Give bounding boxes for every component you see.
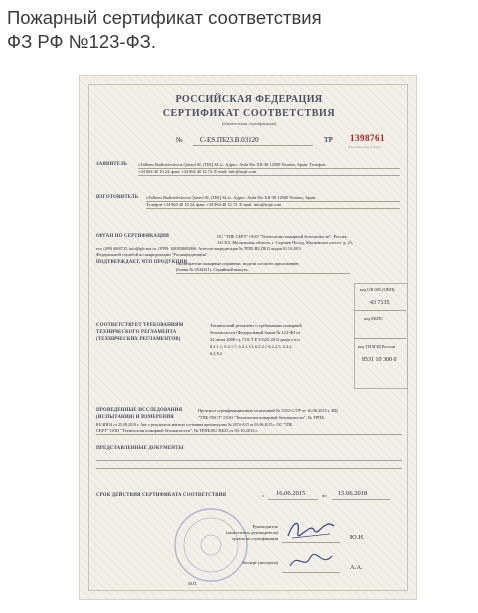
compliance-text-2: безопасности (Федеральный Закон № 123-ФЗ от [210,330,301,335]
product-text-2: (бланк № 0534411). Серийный выпуск. [176,267,249,272]
head-name: Ю.Н. [350,534,365,541]
caption-line-2: ФЗ РФ №123-ФЗ. [7,31,156,52]
head-signature-icon [284,516,338,542]
validity-from-prefix: с [262,493,264,498]
compliance-text-5: 6.2.9.2 [210,351,223,356]
head-label-3: органа по сертификации [232,536,278,541]
serial-hint: (учетный номер бланка) [348,145,381,149]
compliance-label-3: (ТЕХНИЧЕСКИХ РЕГЛАМЕНТОВ) [96,337,181,342]
applicant-label: ЗАЯВИТЕЛЬ [96,162,128,167]
body-text-3: тел. (499) 4000725, info@tpb-sert.ru. ОГРН: 1085038002906. Аттестат аккредитации № ТРПБ.RU.ПБ23 выдан 03.10.2013 [96,246,301,251]
product-text-1: Оповещатели пожарные охранные, модели согласно приложению [176,261,299,266]
codes-box [354,283,408,389]
tests-text-3: RU.ИН14 от 25.08.2010 г. Акт о результатах анализа состояния производства № 2074-А/Л от 03.06.2015 г. ОС "ТПБ [96,422,293,427]
validity-to: 15.06.2018 [338,490,368,497]
okp-value: 43 7135 [370,300,390,306]
validity-from: 16.06.2015 [276,490,306,497]
tests-text-1: Протокол сертификационных испытаний № 3352-С/ТР от 16.06.2015 г. ИЦ [198,408,338,413]
compliance-text-4: 6.2.1.1, 6.2.1.7, 6.2.1.13, 6.2.2.1-6.2.2.5, 6.2.2. [210,344,293,349]
expert-label: Эксперт (эксперты) [241,560,278,565]
head-label-2: (заместитель руководителя) [225,530,278,535]
caption-line-1: Пожарный сертификат соответствия [7,7,322,28]
serial-number: 1398761 [350,133,385,143]
product-label: ПОДТВЕРЖДАЕТ, ЧТО ПРОДУКЦИЯ [96,260,188,265]
tests-label-2: (ИСПЫТАНИЯ) И ИЗМЕРЕНИЯ [96,415,174,420]
tnved-value: 8531 10 300 0 [362,357,397,363]
expert-signature-icon [286,550,336,572]
manufacturer-label: ИЗГОТОВИТЕЛЬ [96,195,139,200]
expert-name: А.А. [350,564,363,571]
certificate-title: СЕРТИФИКАТ СООТВЕТСТВИЯ [162,108,336,119]
compliance-label-2: ТЕХНИЧЕСКОГО РЕГЛАМЕНТА [96,330,177,335]
ekps-label: код ЕКПС [364,316,384,321]
number-prefix: № [176,136,183,144]
stamp-caption: М.П. [188,581,198,586]
applicant-text-2: +34 964 40 10 24, факс +34 964 40 12 72. E-mail: info@trqsl.com [138,169,257,174]
tests-text-4: СЕРТ" ООО "Технологии пожарной безопасности", № ТРПБ.RU.ПБ23 от 03.10.2013 г. [96,428,258,433]
validity-to-prefix: по [322,493,327,498]
manufacturer-text-2: Телефон +34 964 40 10 24, факс +34 964 40 12 72. E-mail: info@trqsl.com [146,202,282,207]
documents-label: ПРЕДСТАВЛЕННЫЕ ДОКУМЕНТЫ [96,446,184,451]
compliance-text-3: 22 июля 2008 г.), ГОСТ Р 53325-2012 раздел п.п. [210,337,301,342]
validity-label: СРОК ДЕЙСТВИЯ СЕРТИФИКАТА СООТВЕТСТВИЯ [96,493,227,498]
manufacturer-text-1: «Talleres Radioelectricos Querol SL (TRQ SL)». Адрес: Avda Pio XII-38 12500 Vinaros, Spain. [146,195,317,200]
certificate-image [79,75,417,600]
tests-label-1: ПРОВЕДЕННЫЕ ИССЛЕДОВАНИЯ [96,408,183,413]
body-text-1: ОС "ТПБ СЕРТ" ООО "Технологии пожарной безопасности". Россия, [217,234,348,239]
okp-label: код ОК 005 (ОКП): [360,287,396,292]
certificate-series: ТР [324,136,333,144]
head-label-1: Руководитель [252,524,278,529]
country-heading: РОССИЙСКАЯ ФЕДЕРАЦИЯ [175,94,323,105]
compliance-label-1: СООТВЕТСТВУЕТ ТРЕБОВАНИЯМ [96,323,184,328]
body-text-2: 141315, Московская область, г. Сергиев Посад, Московское шоссе, д. 25, [217,240,353,245]
certificate-subtitle: (обязательная сертификация) [221,121,277,126]
applicant-text-1: «Talleres Radioelectricos Querol SL (TRQ SL)». Адрес: Avda Pio XII-38 12500 Vinaros, Spain. Телефон [138,162,326,167]
tnved-label: код ТН ВЭД России [358,344,396,349]
certification-body-label: ОРГАН ПО СЕРТИФИКАЦИИ [96,234,170,239]
certificate-number: С-ES.ПБ23.В.03120 [200,136,259,144]
body-text-4: Федеральной службой по аккредитации "Росаккредитация". [96,252,209,257]
compliance-text-1: Технический регламент о требованиях пожарной [210,323,302,328]
stamp-icon [172,506,250,584]
tests-text-2: "ТПБ-ТЕСТ" ООО "Технологии пожарной безопасности", № ТРПБ. [198,415,325,420]
